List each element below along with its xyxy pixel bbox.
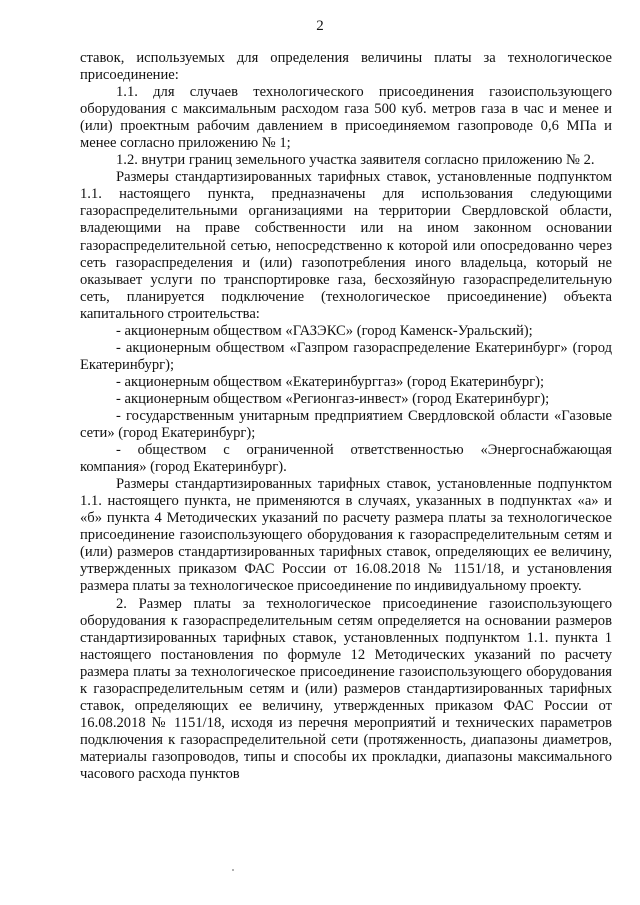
list-item-gazprom: - акционерным обществом «Газпром газораспределение Екатеринбург» (город Екатеринбург);: [80, 339, 612, 373]
paragraph-1: ставок, используемых для определения величины платы за технологическое присоединение:: [80, 50, 612, 84]
paragraph-point-2: 2. Размер платы за технологическое присоединение газоиспользующего оборудования к газораспределительным сетям определяется на основании размеров стандартизированных тарифных ставок, установленных подпунктом 1.1. пункта 1 настоящего постановления по формуле 12 Методических указаний по расчету размера платы за технологическое присоединение газоиспользующего оборудования к газораспределительным сетям и (или) размеров стандартизированных тарифных ставок, определяющих ее величину, утвержденных приказом ФАС России от 16.08.2018 № 1151/18, исходя из перечня мероприятий и технических параметров подключения к газораспределительной сети (протяженность, диапазоны диаметров, материалы газопроводов, типы и способы их прокладки, диапазоны максимального часового расхода пунктов: [80, 595, 612, 782]
list-item-gazeks: - акционерным обществом «ГАЗЭКС» (город Каменск-Уральский);: [116, 322, 533, 339]
page-number: 2: [316, 18, 324, 34]
paragraph-organizations-intro: Размеры стандартизированных тарифных ставок, установленные подпунктом 1.1. настоящего пункта, предназначены для использования следующими газораспределительными организациями на территории Свердловской области, владеющими на праве собственности или на ином законном основании газораспределительной сетью, непосредственно к которой или опосредованно через сеть газораспределения и (или) газопотребления иного владельца, который не оказывает услуги по транспортировке газа, бесхозяйную газораспределительную сеть, планируется подключение (технологическое присоединение) объекта капитального строительства:: [80, 169, 612, 322]
paragraph-item-1-2: 1.2. внутри границ земельного участка заявителя согласно приложению № 2.: [116, 152, 595, 169]
list-item-energosnab: - обществом с ограниченной ответственностью «Энергоснабжающая компания» (город Екатеринбург).: [80, 442, 612, 476]
paragraph-item-1-1: 1.1. для случаев технологического присоединения газоиспользующего оборудования с максимальным расходом газа 500 куб. метров газа в час и менее и (или) проектным рабочим давлением в присоединяемом газопроводе 0,6 МПа и менее согласно приложению № 1;: [80, 84, 612, 152]
list-item-ekaterinburggaz: - акционерным обществом «Екатеринбурггаз» (город Екатеринбург);: [116, 373, 545, 390]
list-item-gazovye-seti: - государственным унитарным предприятием Свердловской области «Газовые сети» (город Екатеринбург);: [80, 407, 612, 442]
list-item-regiongaz: - акционерным обществом «Регионгаз-инвест» (город Екатеринбург);: [116, 390, 550, 407]
scan-speck: [232, 869, 234, 871]
document-body: [80, 50, 612, 783]
paragraph-exceptions: Размеры стандартизированных тарифных ставок, установленные подпунктом 1.1. настоящего пункта, не применяются в случаях, указанных в подпунктах «а» и «б» пункта 4 Методических указаний по расчету размера платы за технологическое присоединение газоиспользующего оборудования к газораспределительным сетям и (или) размеров стандартизированных тарифных ставок, определяющих ее величину, утвержденных приказом ФАС России от 16.08.2018 № 1151/18, и установления размера платы за технологическое присоединение по индивидуальному проекту.: [80, 476, 612, 595]
